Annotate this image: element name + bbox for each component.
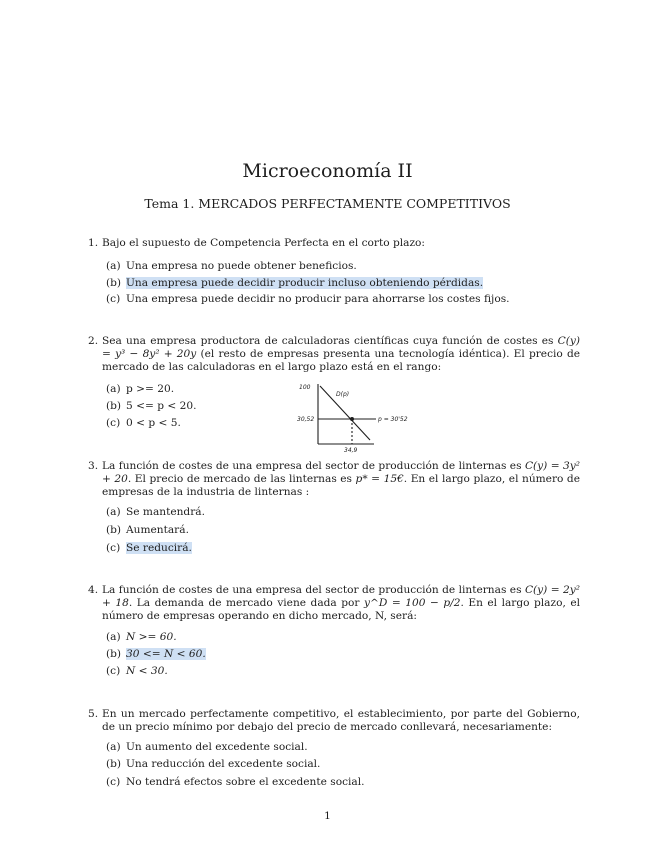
question-number: 4. — [88, 584, 99, 596]
option-c: (c) 0 < p < 5. — [106, 417, 181, 429]
option-b: (b) 30 <= N < 60. — [106, 648, 206, 660]
question-number: 2. — [88, 335, 99, 347]
option-b: (b) Aumentará. — [106, 524, 189, 536]
y-level-label: 30,52 — [297, 416, 315, 423]
cost-function: C(y) = y³ − 8y² + 20y — [102, 335, 580, 361]
curve-label: D(p) — [336, 391, 350, 398]
option-a: (a) N >= 60. — [106, 631, 177, 643]
option-c: (c) Se reducirá. — [106, 542, 192, 554]
question-text: La función de costes de una empresa del sector de producción de linternas es C(y) = 2y² + 18. La demanda de mercado viene dada por y^D = 100 − p/2. En el largo plazo, el número de empresas operando en dicho mercado, N, será: — [102, 584, 580, 623]
option-a: (a) p >= 20. — [106, 383, 175, 395]
question-text: La función de costes de una empresa del sector de producción de linternas es C(y) = 3y² + 20. El precio de mercado de las linternas es p* = 15€. En el largo plazo, el número de empresas de la industria de linternas : — [102, 460, 580, 499]
highlighted-answer: Una empresa puede decidir producir incluso obteniendo pérdidas. — [126, 277, 484, 289]
question-number: 3. — [88, 460, 99, 472]
question-4 — [88, 584, 580, 677]
page-number: 1 — [324, 810, 331, 822]
option-c: (c) N < 30. — [106, 665, 168, 677]
question-text: Bajo el supuesto de Competencia Perfecta en el corto plazo: — [102, 237, 426, 249]
price-label: p = 30'52 — [378, 416, 408, 423]
question-5 — [88, 708, 580, 788]
document-subtitle: Tema 1. MERCADOS PERFECTAMENTE COMPETITIVOS — [144, 196, 511, 211]
y-top-label: 100 — [299, 384, 311, 391]
option-a: (a) Una empresa no puede obtener beneficios. — [106, 260, 357, 272]
x-label: 34,9 — [344, 447, 358, 454]
option-c: (c) Una empresa puede decidir no producir para ahorrarse los costes fijos. — [106, 293, 510, 305]
equilibrium-point — [350, 417, 354, 421]
option-b: (b) Una empresa puede decidir producir incluso obteniendo pérdidas. — [106, 277, 484, 289]
question-number: 1. — [88, 237, 99, 249]
option-b: (b) Una reducción del excedente social. — [106, 758, 321, 770]
question-text: Sea una empresa productora de calculadoras científicas cuya función de costes es C(y) = y³ − 8y² + 20y (el resto de empresas presenta una tecnología idéntica). El precio de mercado de las calculadoras en el largo plazo está en el rango: — [102, 335, 581, 374]
option-a: (a) Un aumento del excedente social. — [106, 741, 308, 753]
question-3 — [88, 460, 580, 554]
option-c: (c) No tendrá efectos sobre el excedente social. — [106, 776, 365, 788]
question-text: En un mercado perfectamente competitivo, el establecimiento, por parte del Gobierno, de un precio mínimo por debajo del precio de mercado conllevará, necesariamente: — [102, 708, 580, 734]
option-b: (b) 5 <= p < 20. — [106, 400, 197, 412]
document-title: Microeconomía II — [242, 160, 413, 182]
highlighted-answer: 30 <= N < 60. — [126, 648, 206, 660]
handwritten-demand-sketch — [296, 378, 420, 454]
option-a: (a) Se mantendrá. — [106, 506, 205, 518]
highlighted-answer: Se reducirá. — [126, 542, 192, 554]
question-1 — [88, 237, 580, 305]
question-number: 5. — [88, 708, 99, 720]
